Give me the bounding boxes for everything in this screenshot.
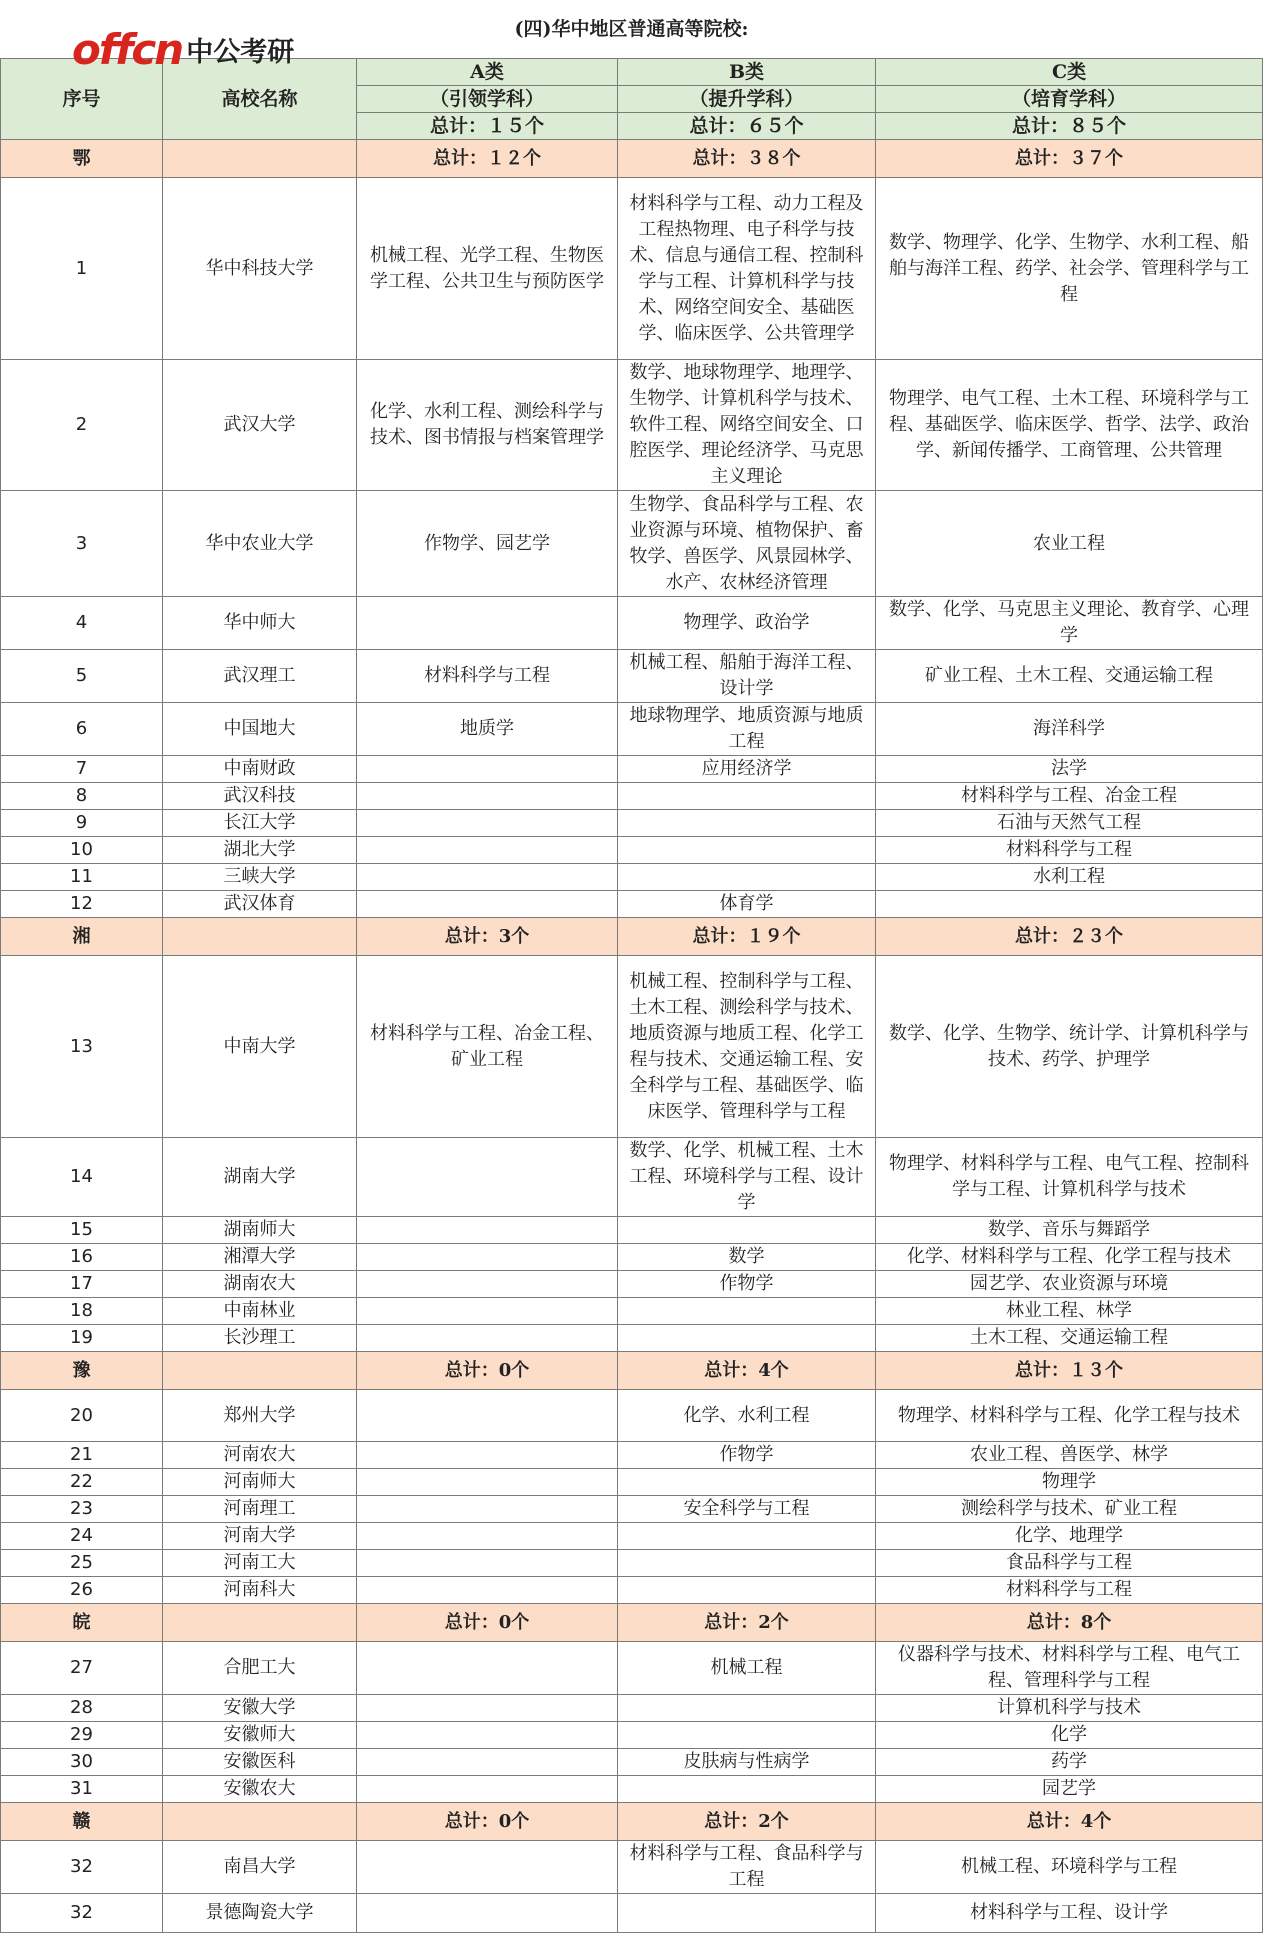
seq-cell: 14 — [1, 1138, 163, 1217]
c-class-cell: 计算机科学与技术 — [876, 1695, 1263, 1722]
university-name-cell: 湖南农大 — [163, 1271, 357, 1298]
c-class-cell: 化学、地理学 — [876, 1523, 1263, 1550]
b-class-cell — [618, 1550, 876, 1577]
b-class-cell: 材料科学与工程、食品科学与工程 — [618, 1841, 876, 1894]
c-class-cell: 园艺学 — [876, 1776, 1263, 1803]
table-row — [1, 810, 1263, 837]
province-cell: 鄂 — [1, 140, 163, 178]
a-class-cell — [357, 1894, 618, 1933]
province-name-cell — [163, 918, 357, 956]
a-class-cell — [357, 597, 618, 650]
a-class-cell — [357, 1749, 618, 1776]
table-row — [1, 956, 1263, 1138]
c-class-cell: 机械工程、环境科学与工程 — [876, 1841, 1263, 1894]
b-class-cell: 化学、水利工程 — [618, 1390, 876, 1442]
header-a-label: A类 — [357, 59, 618, 86]
university-name-cell: 河南工大 — [163, 1550, 357, 1577]
university-name-cell: 中南财政 — [163, 756, 357, 783]
c-class-cell: 物理学、材料科学与工程、电气工程、控制科学与工程、计算机科学与技术 — [876, 1138, 1263, 1217]
university-name-cell: 中南大学 — [163, 956, 357, 1138]
a-class-cell: 化学、水利工程、测绘科学与技术、图书情报与档案管理学 — [357, 360, 618, 491]
seq-cell: 31 — [1, 1776, 163, 1803]
c-class-cell: 数学、物理学、化学、生物学、水利工程、船舶与海洋工程、药学、社会学、管理科学与工程 — [876, 178, 1263, 360]
seq-cell: 27 — [1, 1642, 163, 1695]
a-class-cell — [357, 1642, 618, 1695]
a-class-cell — [357, 1722, 618, 1749]
table-row — [1, 1442, 1263, 1469]
a-class-cell — [357, 1325, 618, 1352]
province-row — [1, 140, 1263, 178]
table-row — [1, 891, 1263, 918]
c-class-cell: 材料科学与工程、设计学 — [876, 1894, 1263, 1933]
c-class-cell: 园艺学、农业资源与环境 — [876, 1271, 1263, 1298]
a-class-cell — [357, 1244, 618, 1271]
seq-cell: 12 — [1, 891, 163, 918]
university-name-cell: 长江大学 — [163, 810, 357, 837]
seq-cell: 17 — [1, 1271, 163, 1298]
table-row — [1, 837, 1263, 864]
b-class-cell: 机械工程 — [618, 1642, 876, 1695]
university-name-cell: 华中农业大学 — [163, 491, 357, 597]
seq-cell: 10 — [1, 837, 163, 864]
header-c-total: 总计：８５个 — [876, 113, 1263, 140]
a-total-cell: 总计：0个 — [357, 1352, 618, 1390]
header-a-total: 总计：１５个 — [357, 113, 618, 140]
seq-cell: 22 — [1, 1469, 163, 1496]
a-class-cell — [357, 1523, 618, 1550]
a-class-cell — [357, 810, 618, 837]
header-a-sub: （引领学科） — [357, 86, 618, 113]
a-class-cell — [357, 891, 618, 918]
a-class-cell — [357, 756, 618, 783]
c-class-cell: 药学 — [876, 1749, 1263, 1776]
a-class-cell — [357, 1550, 618, 1577]
c-class-cell: 石油与天然气工程 — [876, 810, 1263, 837]
table-row — [1, 1469, 1263, 1496]
province-cell: 赣 — [1, 1803, 163, 1841]
table-row — [1, 1577, 1263, 1604]
c-total-cell: 总计：３７个 — [876, 140, 1263, 178]
a-class-cell — [357, 1298, 618, 1325]
table-row — [1, 1496, 1263, 1523]
table-row — [1, 864, 1263, 891]
seq-cell: 7 — [1, 756, 163, 783]
seq-cell: 3 — [1, 491, 163, 597]
a-class-cell: 作物学、园艺学 — [357, 491, 618, 597]
table-row — [1, 1390, 1263, 1442]
logo-text-en: offcn — [72, 24, 183, 74]
table-row — [1, 1550, 1263, 1577]
c-class-cell: 林业工程、林学 — [876, 1298, 1263, 1325]
seq-cell: 2 — [1, 360, 163, 491]
seq-cell: 28 — [1, 1695, 163, 1722]
b-class-cell: 机械工程、船舶于海洋工程、设计学 — [618, 650, 876, 703]
a-class-cell — [357, 783, 618, 810]
table-row — [1, 703, 1263, 756]
table-row — [1, 650, 1263, 703]
b-total-cell: 总计：2个 — [618, 1803, 876, 1841]
university-name-cell: 安徽师大 — [163, 1722, 357, 1749]
table-row — [1, 1523, 1263, 1550]
university-name-cell: 武汉理工 — [163, 650, 357, 703]
university-name-cell: 长沙理工 — [163, 1325, 357, 1352]
a-class-cell — [357, 1496, 618, 1523]
c-class-cell: 食品科学与工程 — [876, 1550, 1263, 1577]
university-name-cell: 湖南师大 — [163, 1217, 357, 1244]
table-row — [1, 1298, 1263, 1325]
table-row — [1, 597, 1263, 650]
c-class-cell: 数学、化学、马克思主义理论、教育学、心理学 — [876, 597, 1263, 650]
b-class-cell — [618, 1577, 876, 1604]
university-name-cell: 河南科大 — [163, 1577, 357, 1604]
table-row — [1, 1841, 1263, 1894]
a-total-cell: 总计：１２个 — [357, 140, 618, 178]
a-class-cell — [357, 1776, 618, 1803]
c-total-cell: 总计：8个 — [876, 1604, 1263, 1642]
table-row — [1, 1138, 1263, 1217]
c-class-cell: 物理学、材料科学与工程、化学工程与技术 — [876, 1390, 1263, 1442]
seq-cell: 8 — [1, 783, 163, 810]
province-name-cell — [163, 1803, 357, 1841]
c-total-cell: 总计：１３个 — [876, 1352, 1263, 1390]
b-class-cell: 体育学 — [618, 891, 876, 918]
table-row — [1, 491, 1263, 597]
c-class-cell: 材料科学与工程 — [876, 1577, 1263, 1604]
c-class-cell: 物理学、电气工程、土木工程、环境科学与工程、基础医学、临床医学、哲学、法学、政治学、新闻传播学、工商管理、公共管理 — [876, 360, 1263, 491]
b-class-cell — [618, 1298, 876, 1325]
a-class-cell — [357, 1469, 618, 1496]
b-total-cell: 总计：１９个 — [618, 918, 876, 956]
university-name-cell: 湖南大学 — [163, 1138, 357, 1217]
university-name-cell: 华中科技大学 — [163, 178, 357, 360]
a-class-cell — [357, 1271, 618, 1298]
b-class-cell — [618, 1217, 876, 1244]
a-class-cell — [357, 1577, 618, 1604]
seq-cell: 20 — [1, 1390, 163, 1442]
a-class-cell — [357, 1442, 618, 1469]
b-class-cell — [618, 1695, 876, 1722]
university-name-cell: 合肥工大 — [163, 1642, 357, 1695]
university-name-cell: 河南农大 — [163, 1442, 357, 1469]
page-title: (四)华中地区普通高等院校: — [1, 0, 1263, 59]
province-row — [1, 1352, 1263, 1390]
university-name-cell: 河南师大 — [163, 1469, 357, 1496]
a-class-cell — [357, 1390, 618, 1442]
table-row — [1, 360, 1263, 491]
university-name-cell: 三峡大学 — [163, 864, 357, 891]
university-name-cell: 湖北大学 — [163, 837, 357, 864]
a-class-cell — [357, 1138, 618, 1217]
table-row — [1, 1217, 1263, 1244]
a-class-cell: 地质学 — [357, 703, 618, 756]
seq-cell: 25 — [1, 1550, 163, 1577]
seq-cell: 13 — [1, 956, 163, 1138]
a-class-cell — [357, 1217, 618, 1244]
c-class-cell: 农业工程 — [876, 491, 1263, 597]
seq-cell: 23 — [1, 1496, 163, 1523]
seq-cell: 16 — [1, 1244, 163, 1271]
header-c-label: C类 — [876, 59, 1263, 86]
c-class-cell: 水利工程 — [876, 864, 1263, 891]
c-class-cell: 数学、化学、生物学、统计学、计算机科学与技术、药学、护理学 — [876, 956, 1263, 1138]
seq-cell: 15 — [1, 1217, 163, 1244]
b-class-cell — [618, 1469, 876, 1496]
province-name-cell — [163, 1352, 357, 1390]
university-name-cell: 景德陶瓷大学 — [163, 1894, 357, 1933]
seq-cell: 29 — [1, 1722, 163, 1749]
header-c-sub: （培育学科） — [876, 86, 1263, 113]
seq-cell: 32 — [1, 1841, 163, 1894]
table-row — [1, 1749, 1263, 1776]
a-class-cell: 机械工程、光学工程、生物医学工程、公共卫生与预防医学 — [357, 178, 618, 360]
c-class-cell: 农业工程、兽医学、林学 — [876, 1442, 1263, 1469]
b-class-cell: 材料科学与工程、动力工程及工程热物理、电子科学与技术、信息与通信工程、控制科学与工程、计算机科学与技术、网络空间安全、基础医学、临床医学、公共管理学 — [618, 178, 876, 360]
seq-cell: 5 — [1, 650, 163, 703]
seq-cell: 19 — [1, 1325, 163, 1352]
province-row — [1, 918, 1263, 956]
table-row — [1, 1325, 1263, 1352]
logo-text-cn: 中公考研 — [186, 36, 295, 68]
c-class-cell: 数学、音乐与舞蹈学 — [876, 1217, 1263, 1244]
seq-cell: 9 — [1, 810, 163, 837]
b-class-cell: 数学、化学、机械工程、土木工程、环境科学与工程、设计学 — [618, 1138, 876, 1217]
seq-cell: 11 — [1, 864, 163, 891]
table-row — [1, 783, 1263, 810]
university-name-cell: 郑州大学 — [163, 1390, 357, 1442]
table-row — [1, 1894, 1263, 1933]
header-name: 高校名称 — [163, 59, 357, 140]
b-class-cell: 数学、地球物理学、地理学、生物学、计算机科学与技术、软件工程、网络空间安全、口腔医学、理论经济学、马克思主义理论 — [618, 360, 876, 491]
province-row — [1, 1803, 1263, 1841]
seq-cell: 18 — [1, 1298, 163, 1325]
table-row — [1, 1776, 1263, 1803]
c-class-cell: 材料科学与工程 — [876, 837, 1263, 864]
c-class-cell: 测绘科学与技术、矿业工程 — [876, 1496, 1263, 1523]
university-name-cell: 安徽农大 — [163, 1776, 357, 1803]
b-class-cell: 作物学 — [618, 1442, 876, 1469]
a-total-cell: 总计：3个 — [357, 918, 618, 956]
seq-cell: 26 — [1, 1577, 163, 1604]
table-row — [1, 178, 1263, 360]
c-class-cell: 材料科学与工程、冶金工程 — [876, 783, 1263, 810]
c-class-cell: 化学、材料科学与工程、化学工程与技术 — [876, 1244, 1263, 1271]
seq-cell: 4 — [1, 597, 163, 650]
university-name-cell: 安徽大学 — [163, 1695, 357, 1722]
b-class-cell — [618, 1894, 876, 1933]
c-class-cell: 物理学 — [876, 1469, 1263, 1496]
b-total-cell: 总计：4个 — [618, 1352, 876, 1390]
a-class-cell — [357, 864, 618, 891]
province-cell: 豫 — [1, 1352, 163, 1390]
header-b-label: B类 — [618, 59, 876, 86]
b-class-cell — [618, 1523, 876, 1550]
a-total-cell: 总计：0个 — [357, 1803, 618, 1841]
c-class-cell — [876, 891, 1263, 918]
province-cell: 皖 — [1, 1604, 163, 1642]
b-class-cell — [618, 783, 876, 810]
b-class-cell: 机械工程、控制科学与工程、土木工程、测绘科学与技术、地质资源与地质工程、化学工程与技术、交通运输工程、安全科学与工程、基础医学、临床医学、管理科学与工程 — [618, 956, 876, 1138]
b-class-cell: 安全科学与工程 — [618, 1496, 876, 1523]
c-class-cell: 矿业工程、土木工程、交通运输工程 — [876, 650, 1263, 703]
seq-cell: 32 — [1, 1894, 163, 1933]
university-name-cell: 湘潭大学 — [163, 1244, 357, 1271]
header-b-sub: （提升学科） — [618, 86, 876, 113]
university-name-cell: 武汉科技 — [163, 783, 357, 810]
b-class-cell — [618, 837, 876, 864]
university-name-cell: 安徽医科 — [163, 1749, 357, 1776]
university-name-cell: 中国地大 — [163, 703, 357, 756]
c-total-cell: 总计：２３个 — [876, 918, 1263, 956]
c-class-cell: 海洋科学 — [876, 703, 1263, 756]
seq-cell: 30 — [1, 1749, 163, 1776]
c-class-cell: 法学 — [876, 756, 1263, 783]
c-total-cell: 总计：4个 — [876, 1803, 1263, 1841]
province-name-cell — [163, 140, 357, 178]
b-class-cell: 地球物理学、地质资源与地质工程 — [618, 703, 876, 756]
b-class-cell: 作物学 — [618, 1271, 876, 1298]
b-class-cell — [618, 864, 876, 891]
university-name-cell: 武汉大学 — [163, 360, 357, 491]
b-class-cell — [618, 810, 876, 837]
offcn-logo — [72, 24, 294, 74]
b-class-cell: 生物学、食品科学与工程、农业资源与环境、植物保护、畜牧学、兽医学、风景园林学、水产、农林经济管理 — [618, 491, 876, 597]
province-name-cell — [163, 1604, 357, 1642]
university-name-cell: 华中师大 — [163, 597, 357, 650]
table-row — [1, 756, 1263, 783]
province-row — [1, 1604, 1263, 1642]
province-cell: 湘 — [1, 918, 163, 956]
seq-cell: 24 — [1, 1523, 163, 1550]
a-class-cell — [357, 1695, 618, 1722]
table-row — [1, 1695, 1263, 1722]
seq-cell: 6 — [1, 703, 163, 756]
seq-cell: 1 — [1, 178, 163, 360]
b-class-cell — [618, 1325, 876, 1352]
header-seq: 序号 — [1, 59, 163, 140]
a-class-cell — [357, 1841, 618, 1894]
a-total-cell: 总计：0个 — [357, 1604, 618, 1642]
a-class-cell — [357, 837, 618, 864]
b-class-cell — [618, 1776, 876, 1803]
university-name-cell: 中南林业 — [163, 1298, 357, 1325]
c-class-cell: 土木工程、交通运输工程 — [876, 1325, 1263, 1352]
c-class-cell: 化学 — [876, 1722, 1263, 1749]
seq-cell: 21 — [1, 1442, 163, 1469]
university-name-cell: 河南大学 — [163, 1523, 357, 1550]
b-class-cell — [618, 1722, 876, 1749]
table-row — [1, 1244, 1263, 1271]
table-row — [1, 1722, 1263, 1749]
table-row — [1, 1271, 1263, 1298]
university-name-cell: 南昌大学 — [163, 1841, 357, 1894]
b-total-cell: 总计：３８个 — [618, 140, 876, 178]
header-b-total: 总计：６５个 — [618, 113, 876, 140]
table-row — [1, 1642, 1263, 1695]
b-total-cell: 总计：2个 — [618, 1604, 876, 1642]
c-class-cell: 仪器科学与技术、材料科学与工程、电气工程、管理科学与工程 — [876, 1642, 1263, 1695]
b-class-cell: 皮肤病与性病学 — [618, 1749, 876, 1776]
a-class-cell: 材料科学与工程、冶金工程、矿业工程 — [357, 956, 618, 1138]
b-class-cell: 应用经济学 — [618, 756, 876, 783]
university-name-cell: 河南理工 — [163, 1496, 357, 1523]
b-class-cell: 数学 — [618, 1244, 876, 1271]
a-class-cell: 材料科学与工程 — [357, 650, 618, 703]
university-name-cell: 武汉体育 — [163, 891, 357, 918]
b-class-cell: 物理学、政治学 — [618, 597, 876, 650]
